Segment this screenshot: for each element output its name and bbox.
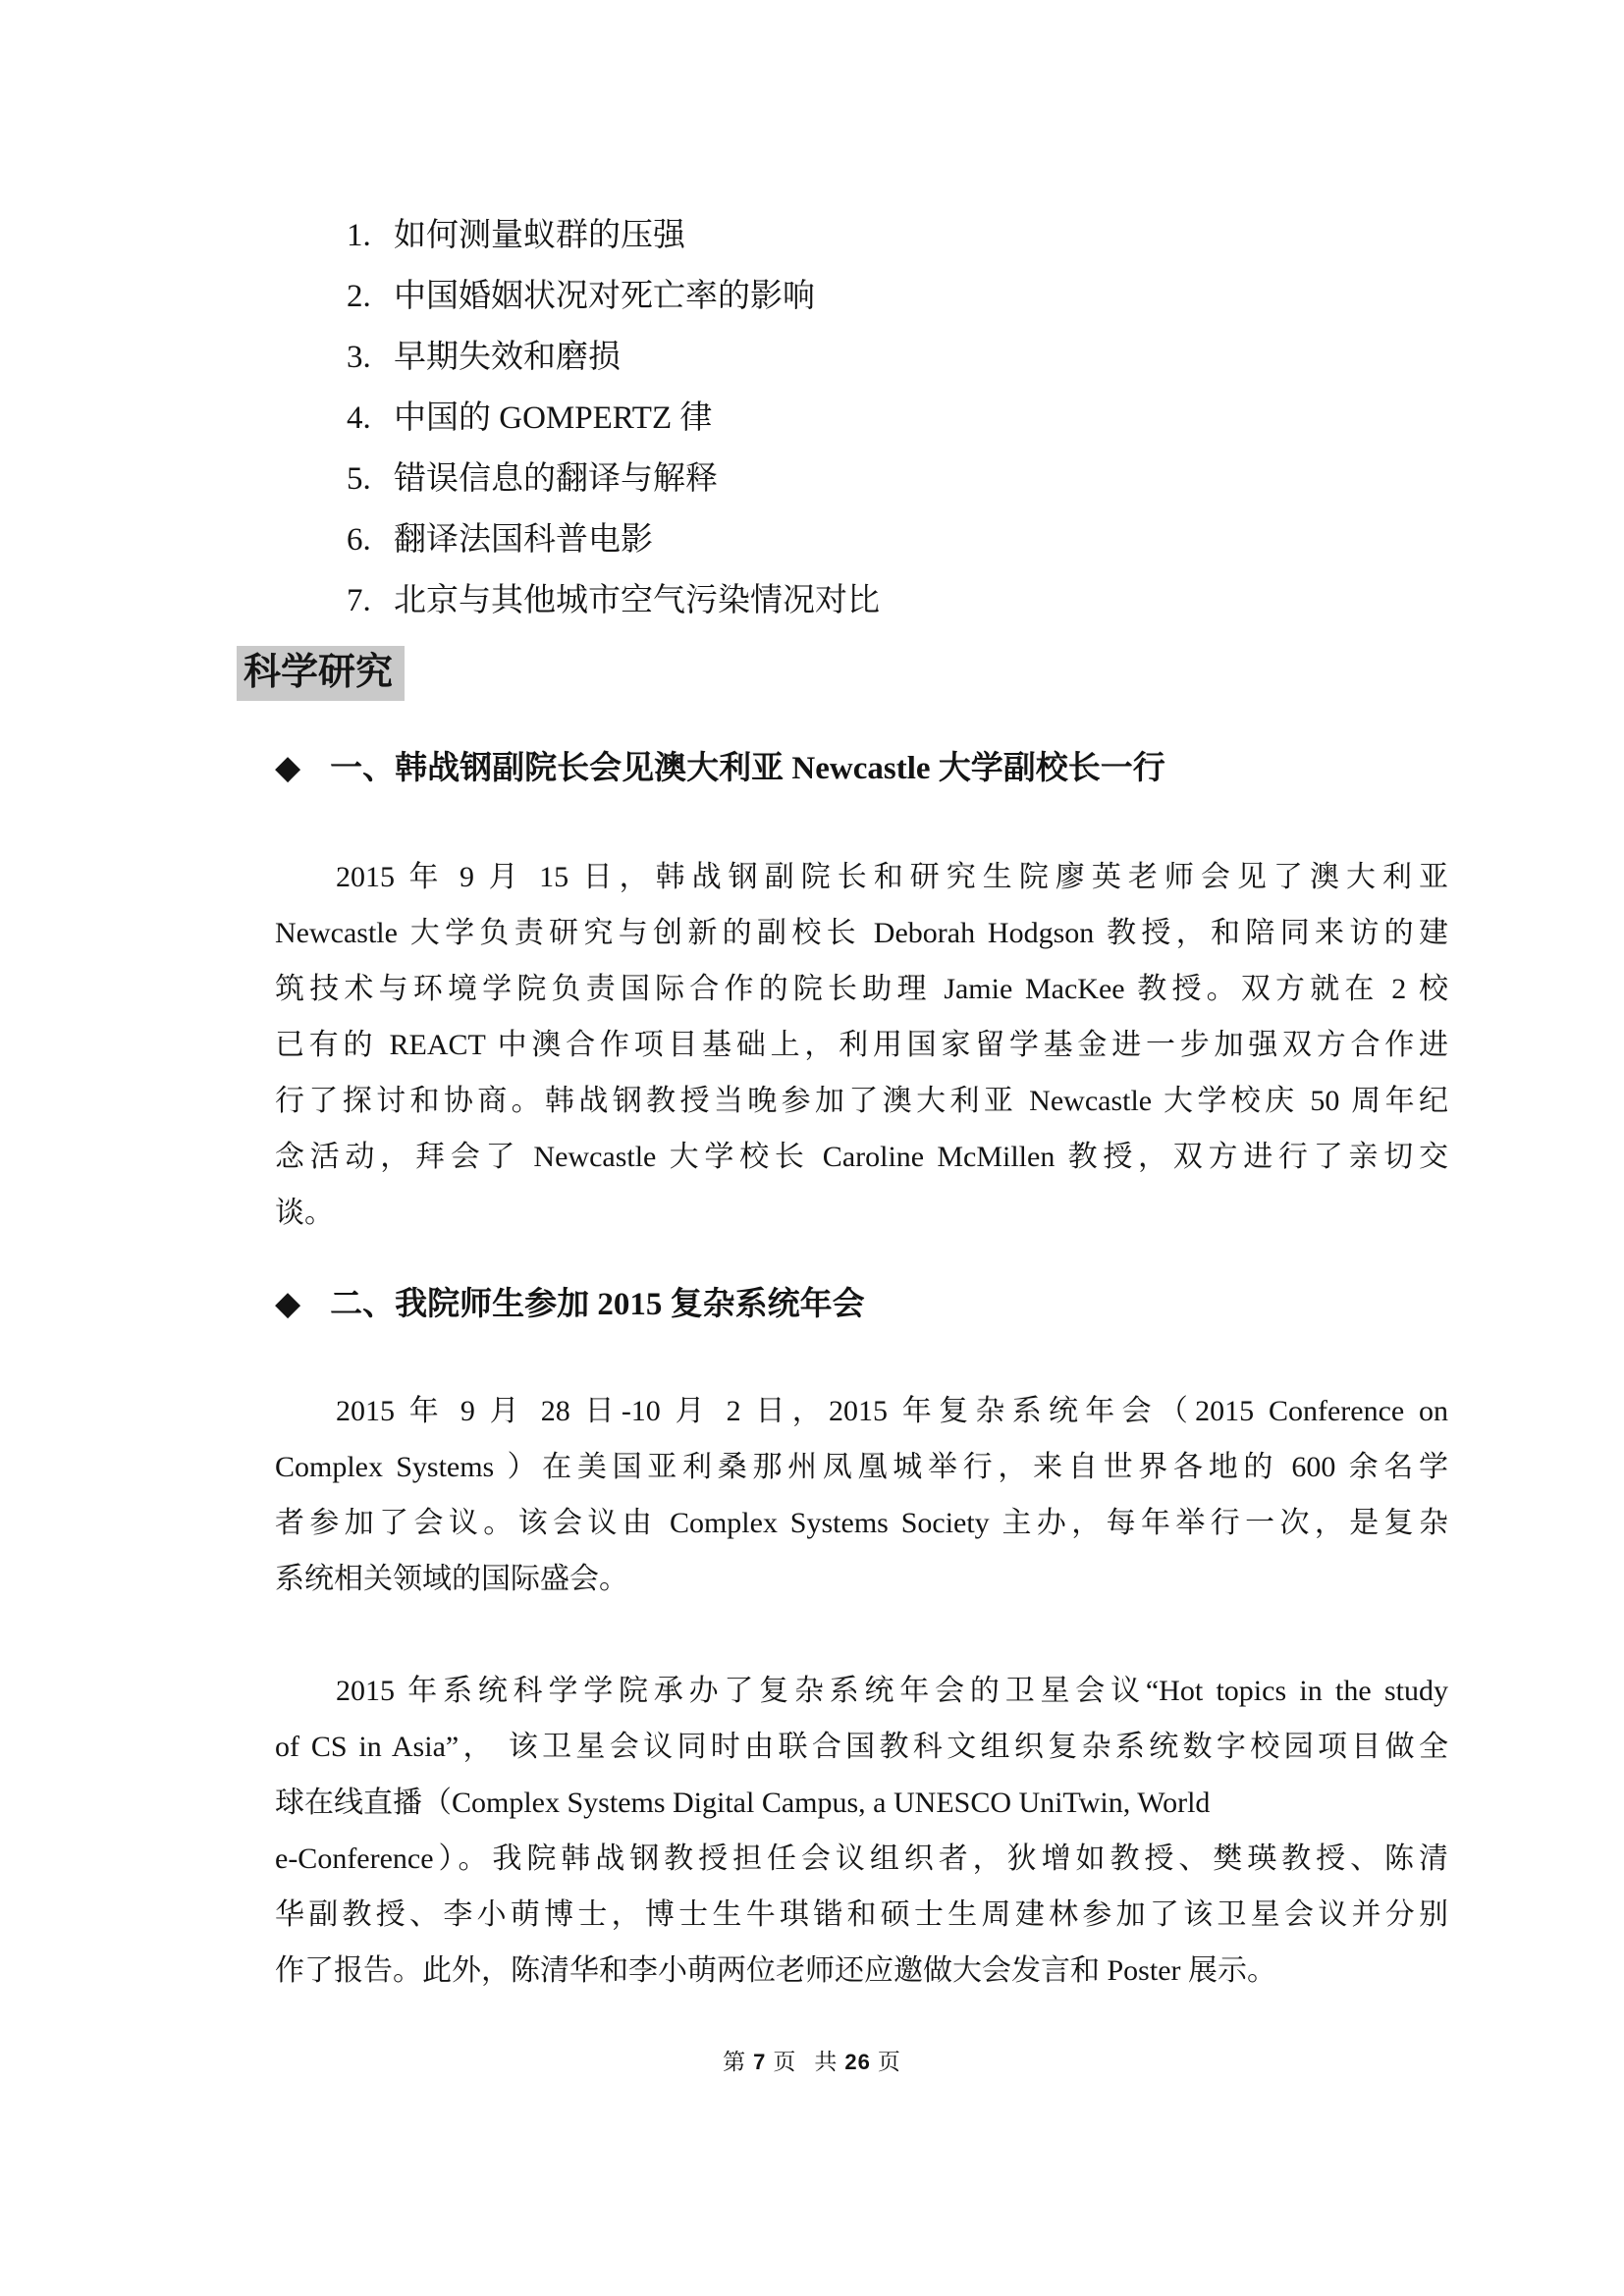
list-item — [275, 277, 1448, 338]
list-item — [275, 338, 1448, 399]
section-heading — [275, 749, 1448, 788]
list-item-text: 早期失效和磨损 — [394, 340, 621, 375]
list-item-text: 中国的 GOMPERTZ 律 — [394, 400, 713, 436]
body-line: 2015 年 9 月 28 日-10 月 2 日，2015 年复杂系统年会（2015 Conference on — [336, 1395, 1448, 1427]
paragraph — [275, 1663, 1448, 1999]
list-item — [275, 216, 1448, 277]
body-line: 2015 年 9 月 15 日，韩战钢副院长和研究生院廖英老师会见了澳大利亚 — [336, 861, 1448, 893]
body-line: 行了探讨和协商。韩战钢教授当晚参加了澳大利亚 Newcastle 大学校庆 50 周年纪 — [275, 1085, 1448, 1117]
footer-label: 第 — [723, 2050, 747, 2074]
body-line: 筑技术与环境学院负责国际合作的院长助理 Jamie MacKee 教授。双方就在 2 校 — [275, 973, 1448, 1005]
list-item-text: 如何测量蚁群的压强 — [394, 218, 685, 253]
list-item-number: 1. — [347, 218, 371, 253]
section-heading — [275, 1285, 1448, 1324]
diamond-bullet-icon: ◆ — [275, 1286, 301, 1322]
list-item-text: 错误信息的翻译与解释 — [394, 461, 718, 497]
body-line: of CS in Asia”， 该卫星会议同时由联合国教科文组织复杂系统数字校园项目做全 — [275, 1731, 1448, 1763]
list-item — [275, 581, 1448, 642]
body-line: 念活动，拜会了 Newcastle 大学校长 Caroline McMillen 教授，双方进行了亲切交 — [275, 1141, 1448, 1173]
current-page-number: 7 — [753, 2050, 767, 2074]
list-item — [275, 520, 1448, 581]
footer-label: 共 — [814, 2050, 839, 2074]
list-item-text: 北京与其他城市空气污染情况对比 — [394, 583, 880, 618]
list-item-number: 7. — [347, 583, 371, 618]
body-line: 作了报告。此外，陈清华和李小萌两位老师还应邀做大会发言和 Poster 展示。 — [275, 1954, 1276, 1987]
list-item-text: 翻译法国科普电影 — [394, 522, 653, 558]
body-line: 系统相关领域的国际盛会。 — [275, 1563, 628, 1595]
diamond-bullet-icon: ◆ — [275, 750, 301, 786]
list-item — [275, 399, 1448, 459]
paragraph — [275, 849, 1448, 1241]
list-item-number: 5. — [347, 461, 371, 497]
body-line: 2015 年系统科学学院承办了复杂系统年会的卫星会议“Hot topics in the study — [336, 1675, 1448, 1707]
body-line: e-Conference）。我院韩战钢教授担任会议组织者，狄增如教授、樊瑛教授、陈清 — [275, 1842, 1448, 1875]
body-line: Newcastle 大学负责研究与创新的副校长 Deborah Hodgson 教授，和陪同来访的建 — [275, 917, 1448, 949]
body-line: 谈。 — [275, 1197, 334, 1229]
list-item-number: 3. — [347, 340, 371, 375]
body-line: 已有的 REACT 中澳合作项目基础上，利用国家留学基金进一步加强双方合作进 — [275, 1029, 1448, 1061]
list-item-number: 6. — [347, 522, 371, 558]
footer-label: 页 — [877, 2050, 901, 2074]
numbered-list — [275, 216, 1448, 642]
total-page-count: 26 — [844, 2050, 871, 2074]
section-title: 二、我院师生参加 2015 复杂系统年会 — [330, 1287, 865, 1322]
page-footer — [0, 2048, 1624, 2077]
body-line: 者参加了会议。该会议由 Complex Systems Society 主办，每年举行一次，是复杂 — [275, 1507, 1448, 1539]
list-item-text: 中国婚姻状况对死亡率的影响 — [394, 279, 815, 314]
body-line: 球在线直播（Complex Systems Digital Campus, a UNESCO UniTwin, World — [275, 1787, 1211, 1819]
body-line: 华副教授、李小萌博士，博士生牛琪锴和硕士生周建林参加了该卫星会议并分别 — [275, 1898, 1448, 1931]
section-title: 一、韩战钢副院长会见澳大利亚 Newcastle 大学副校长一行 — [330, 751, 1165, 786]
list-item-number: 2. — [347, 279, 371, 314]
paragraph — [275, 1383, 1448, 1607]
list-item — [275, 459, 1448, 520]
highlighted-heading: 科学研究 — [237, 646, 405, 701]
body-line: Complex Systems ）在美国亚利桑那州凤凰城举行，来自世界各地的 600 余名学 — [275, 1451, 1448, 1483]
list-item-number: 4. — [347, 400, 371, 436]
footer-label: 页 — [773, 2050, 797, 2074]
